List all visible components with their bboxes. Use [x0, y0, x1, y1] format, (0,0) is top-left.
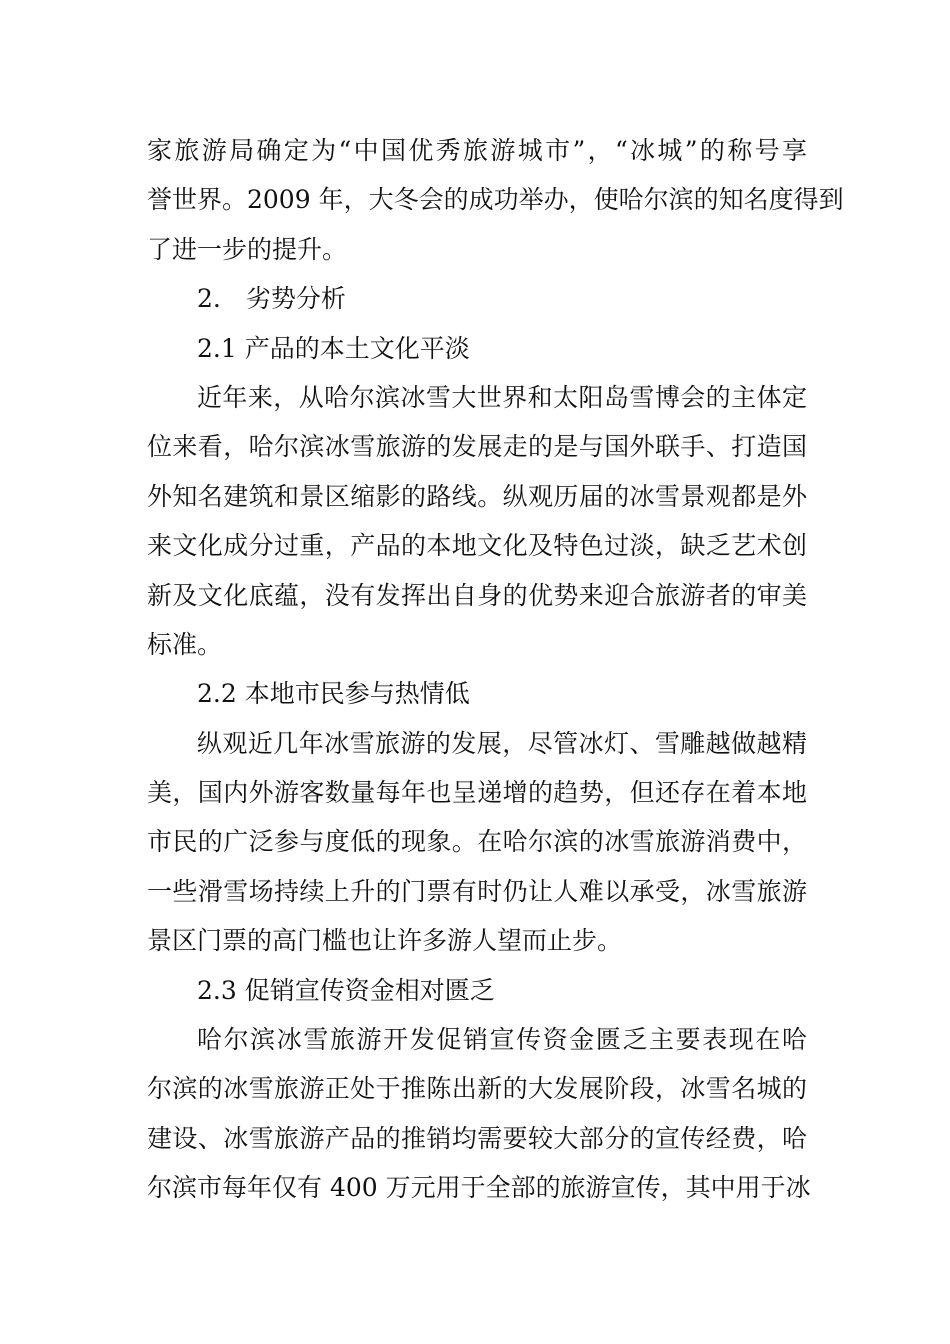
text-line: 近年来，从哈尔滨冰雪大世界和太阳岛雪博会的主体定: [197, 382, 807, 412]
text-line: 2.1 产品的本土文化平淡: [197, 333, 470, 363]
text-line: 建设、冰雪旅游产品的推销均需要较大部分的宣传经费，哈: [147, 1123, 807, 1153]
document-page: [147, 126, 844, 1213]
text-line: 市民的广泛参与度低的现象。在哈尔滨的冰雪旅游消费中，: [147, 827, 807, 857]
text-line: 2.3 促销宣传资金相对匮乏: [197, 975, 495, 1005]
text-line: 一些滑雪场持续上升的门票有时仍让人难以承受，冰雪旅游: [147, 876, 807, 906]
text-line: 2. 劣势分析: [197, 284, 346, 314]
text-line: 家旅游局确定为“中国优秀旅游城市”，“冰城”的称号享: [147, 136, 807, 165]
text-line: 哈尔滨冰雪旅游开发促销宣传资金匮乏主要表现在哈: [197, 1025, 807, 1055]
text-line: 景区门票的高门槛也让许多游人望而止步。: [147, 926, 623, 956]
text-line: 了进一步的提升。: [147, 234, 348, 264]
text-line: 来文化成分过重，产品的本地文化及特色过淡，缺乏艺术创: [147, 531, 807, 561]
text-line: 新及文化底蕴，没有发挥出自身的优势来迎合旅游者的审美: [147, 580, 807, 610]
text-line: 外知名建筑和景区缩影的路线。纵观历届的冰雪景观都是外: [147, 481, 807, 511]
text-line: 位来看，哈尔滨冰雪旅游的发展走的是与国外联手、打造国: [147, 432, 807, 462]
text-line: 誉世界。2009 年，大冬会的成功举办，使哈尔滨的知名度得到: [147, 185, 844, 215]
text-line: 2.2 本地市民参与热情低: [197, 679, 470, 709]
text-line: 尔滨的冰雪旅游正处于推陈出新的大发展阶段，冰雪名城的: [147, 1074, 807, 1104]
text-line: 尔滨市每年仅有 400 万元用于全部的旅游宣传，其中用于冰: [147, 1173, 811, 1203]
text-line: 美，国内外游客数量每年也呈递增的趋势，但还存在着本地: [147, 778, 807, 808]
text-line: 纵观近几年冰雪旅游的发展，尽管冰灯、雪雕越做越精: [197, 728, 807, 758]
text-line: 标准。: [147, 629, 223, 659]
